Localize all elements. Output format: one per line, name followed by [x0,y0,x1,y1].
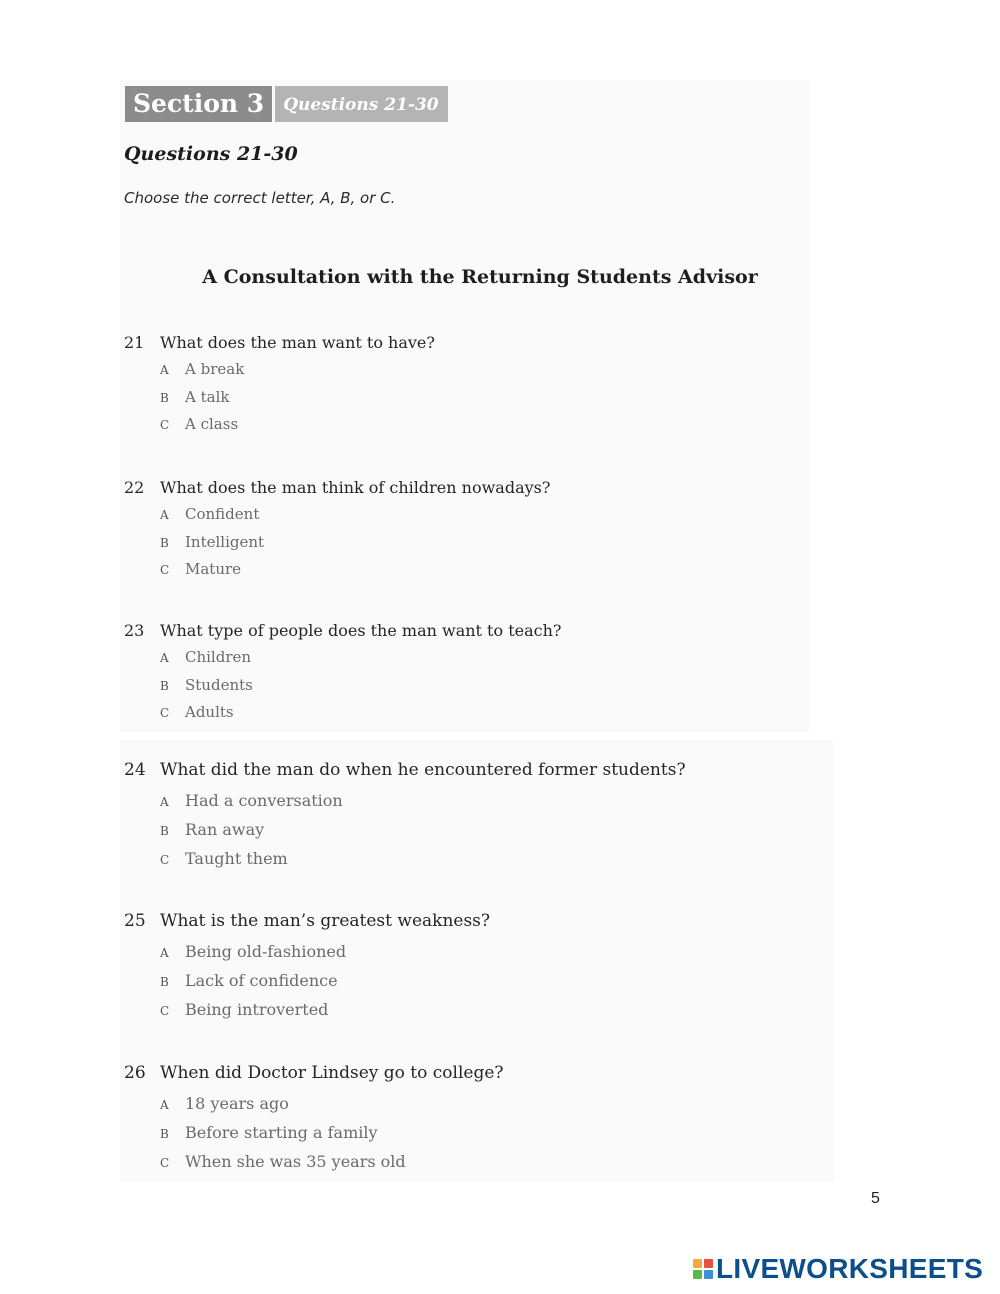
option-text: Students [185,675,253,694]
questions-heading: Questions 21-30 [124,143,298,165]
logo-cubes-icon [693,1259,713,1279]
option-letter: C [160,418,170,432]
option-letter: C [160,706,170,720]
option-text: A break [185,360,245,378]
option-letter: C [160,563,170,577]
option-text: Lack of confidence [185,971,338,990]
option-text: Before starting a family [185,1123,378,1142]
option-text: A talk [185,387,230,406]
options-list [160,648,561,731]
options-list [160,1094,504,1181]
option-letter: C [160,1156,170,1170]
option-text: A class [185,415,239,433]
logo-wordmark: LIVEWORKSHEETS [716,1253,984,1284]
options-list [160,360,435,443]
option-text: Adults [185,703,234,721]
section-questions-range: Questions 21-30 [275,86,447,122]
option-a[interactable] [160,505,550,533]
page-number: 5 [871,1190,880,1207]
option-c[interactable] [160,703,561,731]
option-letter: B [160,824,169,838]
option-b[interactable] [160,388,435,416]
option-text: Intelligent [185,532,265,551]
question-22 [124,477,550,588]
option-a[interactable] [160,791,686,820]
option-text: 18 years ago [185,1094,289,1113]
question-number: 26 [124,1063,146,1083]
options-list [160,505,550,588]
options-list [160,791,686,878]
option-text: Mature [185,560,242,578]
option-letter: A [160,363,169,377]
question-21 [124,332,435,443]
section-header-tab [125,86,448,122]
option-c[interactable] [160,560,550,588]
option-letter: A [160,508,169,522]
option-text: Being old-fashioned [185,942,347,961]
question-26 [124,1061,504,1181]
question-text: What does the man think of children nowadays? [160,478,551,497]
question-number: 21 [124,333,145,352]
option-letter: B [160,535,169,550]
option-a[interactable] [160,648,561,676]
option-letter: B [160,678,169,693]
option-letter: C [160,853,170,867]
option-b[interactable] [160,820,686,849]
logo-cube [704,1270,713,1279]
option-c[interactable] [160,1152,504,1181]
question-25 [124,909,490,1029]
option-text: When she was 35 years old [185,1152,406,1171]
option-text: Being introverted [185,1000,329,1019]
option-letter: A [160,651,169,665]
question-number: 24 [124,760,146,780]
section-label: Section 3 [125,86,272,122]
option-b[interactable] [160,1123,504,1152]
option-text: Children [185,648,252,666]
option-letter: B [160,390,169,405]
option-letter: B [160,1127,169,1141]
instruction-text: Choose the correct letter, A, B, or C. [124,189,396,207]
question-text: What is the man’s greatest weakness? [160,911,491,931]
question-23 [124,620,561,731]
option-text: Confident [185,505,260,523]
option-letter: B [160,975,169,989]
options-list [160,942,490,1029]
logo-cube [693,1259,702,1268]
question-text: What does the man want to have? [160,333,435,352]
option-letter: A [160,795,169,809]
question-number: 23 [124,621,145,640]
logo-cube [693,1270,702,1279]
option-a[interactable] [160,1094,504,1123]
question-number: 22 [124,478,145,497]
option-b[interactable] [160,971,490,1000]
option-b[interactable] [160,533,550,561]
option-c[interactable] [160,849,686,878]
consultation-title: A Consultation with the Returning Students Advisor [202,266,758,288]
option-a[interactable] [160,942,490,971]
option-text: Had a conversation [185,791,343,810]
question-number: 25 [124,911,146,931]
question-text: What type of people does the man want to teach? [160,621,562,640]
logo-cube [704,1259,713,1268]
question-text: When did Doctor Lindsey go to college? [160,1063,504,1083]
option-c[interactable] [160,1000,490,1029]
option-letter: A [160,946,169,960]
option-a[interactable] [160,360,435,388]
option-letter: C [160,1004,170,1018]
option-text: Ran away [185,820,265,839]
option-letter: A [160,1098,169,1112]
question-24 [124,758,686,878]
option-c[interactable] [160,415,435,443]
liveworksheets-logo [693,1254,983,1284]
option-b[interactable] [160,676,561,704]
question-text: What did the man do when he encountered former students? [160,760,686,780]
option-text: Taught them [185,849,288,868]
